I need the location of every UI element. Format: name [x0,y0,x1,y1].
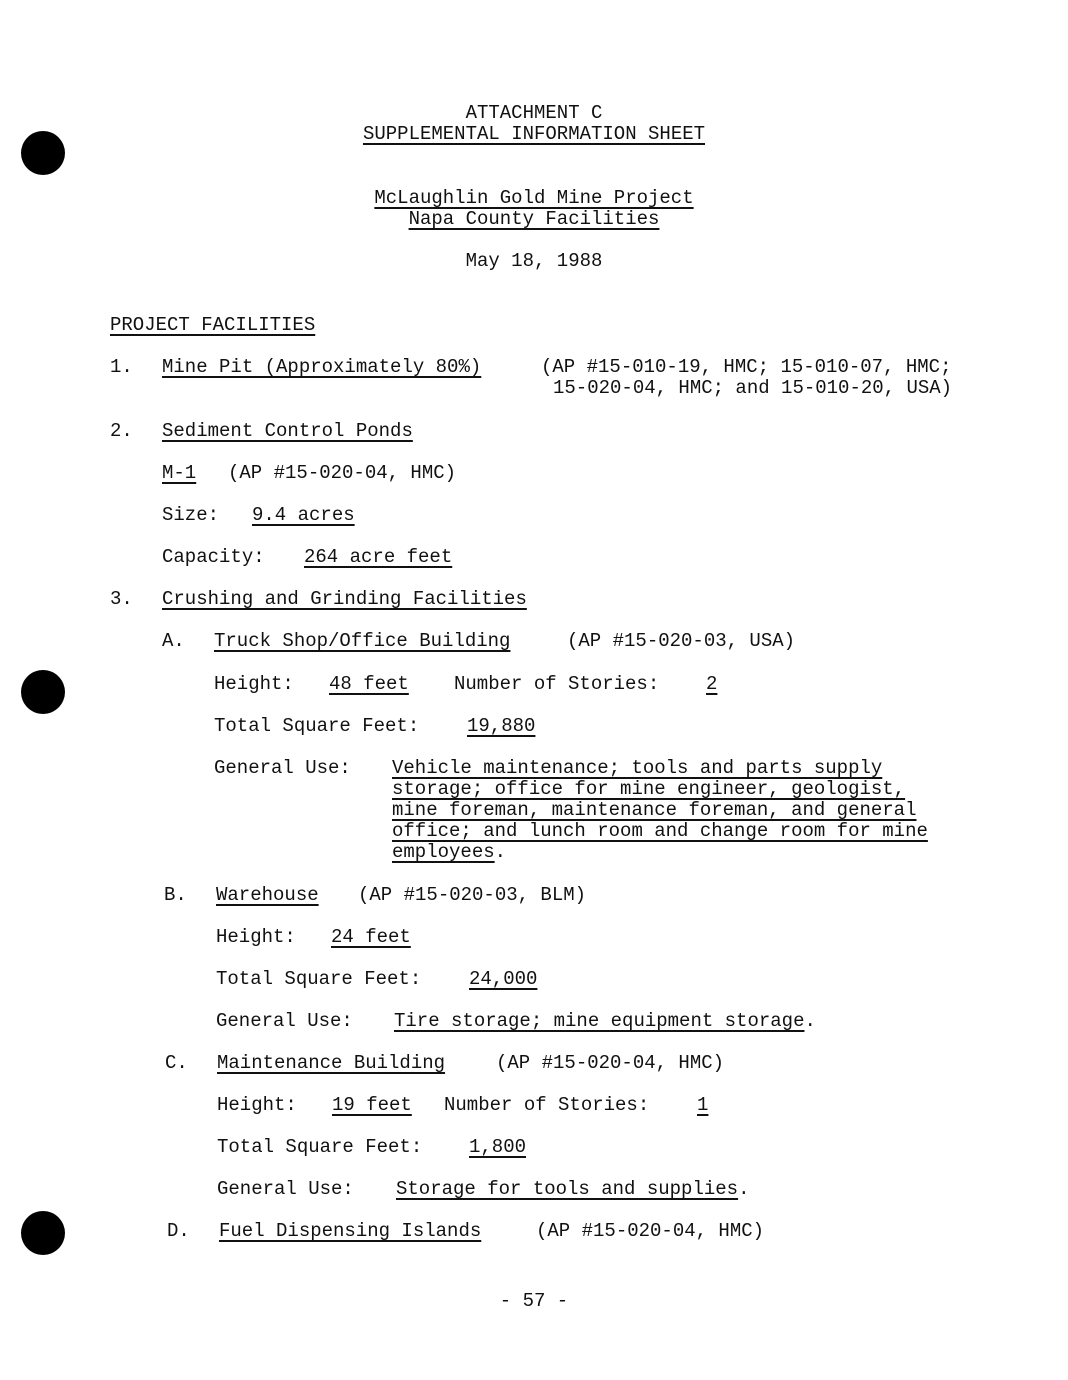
sheet-title [0,123,1068,145]
subitem-b-use-value: Tire storage; mine equipment storage [394,1010,805,1032]
subitem-a-letter: A. [162,630,185,652]
subitem-a-use-line: storage; office for mine engineer, geologist, [392,778,906,800]
subitem-b-height-value: 24 feet [331,926,411,948]
subitem-b-letter: B. [164,884,187,906]
item2-title: Sediment Control Ponds [162,420,413,442]
pond-size-label: Size: [162,504,220,526]
subitem-a-use-line: mine foreman, maintenance foreman, and general [392,799,917,821]
subitem-a-height-value: 48 feet [329,673,409,695]
subitem-a-stories-value: 2 [706,673,718,695]
subitem-a-use-line: office; and lunch room and change room for mine [392,820,928,842]
item1-ap-line1: (AP #15-010-19, HMC; 15-010-07, HMC; [541,356,952,378]
subitem-c-stories-value: 1 [697,1094,709,1116]
subitem-c-ap: (AP #15-020-04, HMC) [496,1052,725,1074]
subitem-a-use-line-last: employees. [392,841,507,863]
attachment-label: ATTACHMENT C [465,102,603,124]
project-name [0,187,1068,209]
subitem-b-sqft-label: Total Square Feet: [216,968,422,990]
subitem-a-use-line: Vehicle maintenance; tools and parts supply [392,757,883,779]
facility-name [0,208,1068,230]
project-name-text: McLaughlin Gold Mine Project [374,187,694,209]
pond-name: M-1 [162,462,197,484]
subitem-c-use-line: Storage for tools and supplies. [396,1178,750,1200]
item1-number: 1. [110,356,133,378]
subitem-a-name: Truck Shop/Office Building [214,630,511,652]
subitem-b-height-label: Height: [216,926,296,948]
subitem-c-letter: C. [165,1052,188,1074]
page-number: - 57 - [499,1290,569,1312]
subitem-b-name: Warehouse [216,884,319,906]
document-date: May 18, 1988 [465,250,603,272]
item1-title: Mine Pit (Approximately 80%) [162,356,482,378]
pond-size-value: 9.4 acres [252,504,355,526]
facility-name-text: Napa County Facilities [408,208,660,230]
subitem-c-use-label: General Use: [217,1178,354,1200]
subitem-b-use-line: Tire storage; mine equipment storage. [394,1010,816,1032]
subitem-a-use-label: General Use: [214,757,351,779]
item2-number: 2. [110,420,133,442]
item3-number: 3. [110,588,133,610]
section-title: PROJECT FACILITIES [110,314,316,336]
pond-capacity-value: 264 acre feet [304,546,453,568]
subitem-d-name: Fuel Dispensing Islands [219,1220,482,1242]
subitem-a-sqft-value: 19,880 [467,715,536,737]
subitem-c-use-value: Storage for tools and supplies [396,1178,739,1200]
subitem-a-ap: (AP #15-020-03, USA) [567,630,796,652]
subitem-b-sqft-value: 24,000 [469,968,538,990]
item3-title: Crushing and Grinding Facilities [162,588,527,610]
subitem-c-stories-label: Number of Stories: [444,1094,650,1116]
subitem-a-height-label: Height: [214,673,294,695]
subitem-b-ap: (AP #15-020-03, BLM) [358,884,587,906]
subitem-c-name: Maintenance Building [217,1052,446,1074]
pond-capacity-label: Capacity: [162,546,265,568]
subitem-a-stories-label: Number of Stories: [454,673,660,695]
punch-hole-middle [21,670,65,714]
item1-ap-line2: 15-020-04, HMC; and 15-010-20, USA) [553,377,953,399]
punch-hole-bottom [21,1211,65,1255]
subitem-d-letter: D. [167,1220,190,1242]
pond-ap: (AP #15-020-04, HMC) [228,462,457,484]
subitem-a-use-line: employees [392,841,495,863]
subitem-a-sqft-label: Total Square Feet: [214,715,420,737]
subitem-d-ap: (AP #15-020-04, HMC) [536,1220,765,1242]
subitem-c-height-value: 19 feet [332,1094,412,1116]
subitem-c-sqft-label: Total Square Feet: [217,1136,423,1158]
subitem-b-use-label: General Use: [216,1010,353,1032]
subitem-c-height-label: Height: [217,1094,297,1116]
subitem-c-sqft-value: 1,800 [469,1136,527,1158]
sheet-title-text: SUPPLEMENTAL INFORMATION SHEET [362,123,706,145]
